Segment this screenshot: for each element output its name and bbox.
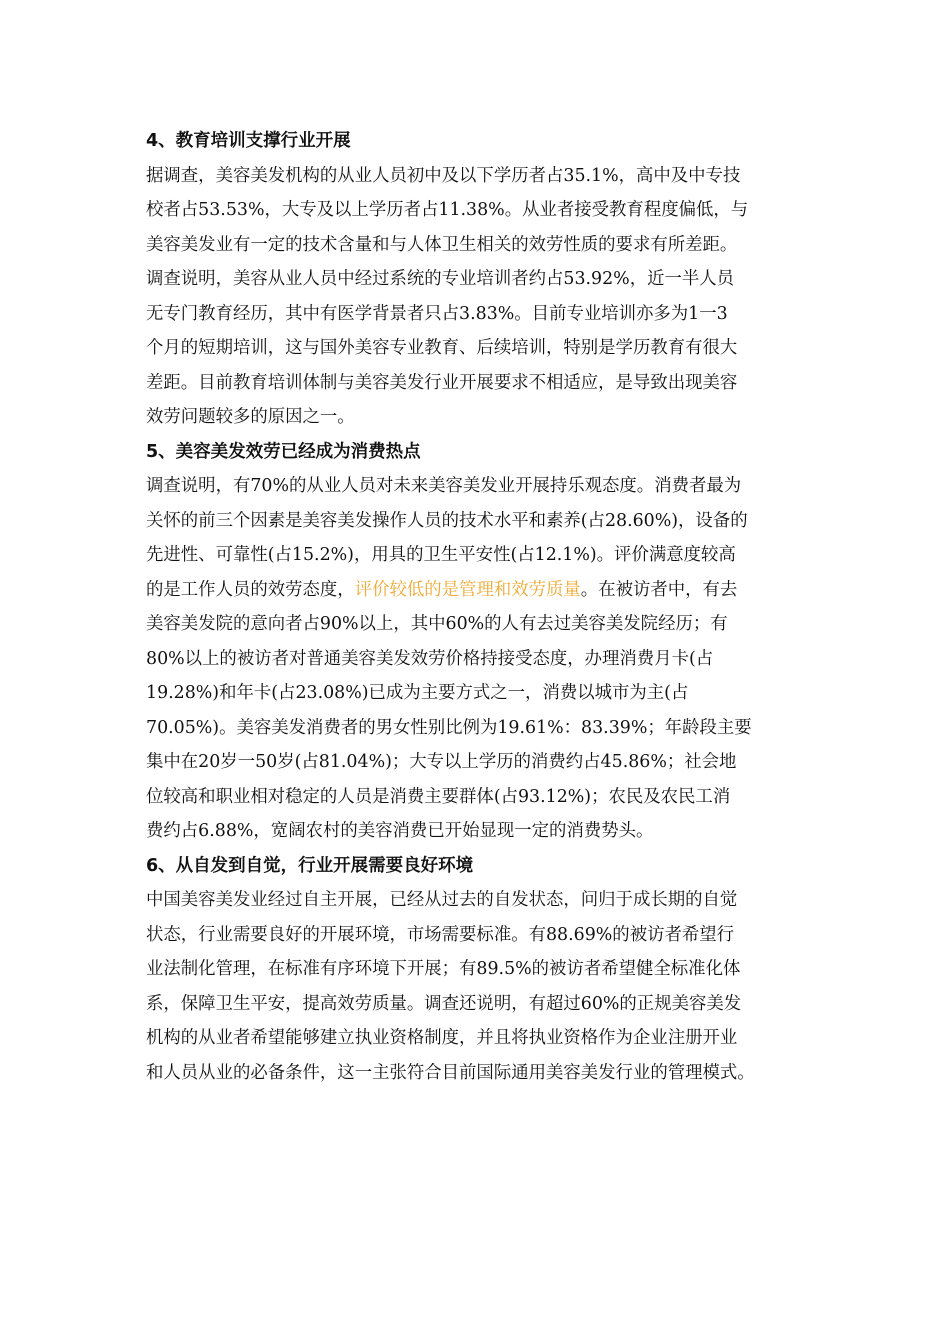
section-paragraph xyxy=(146,469,811,849)
text-line: 费约占6.88%，宽阔农村的美容消费已开始显现一定的消费势头。 xyxy=(146,821,654,841)
text-line: 中国美容美发业经过自主开展，已经从过去的自发状态，问归于成长期的自觉 xyxy=(146,890,738,910)
text-line: 集中在20岁一50岁(占81.04%)；大专以上学历的消费约占45.86%；社会地 xyxy=(146,752,737,772)
text-line: 个月的短期培训，这与国外美容专业教育、后续培训，特别是学历教育有很大 xyxy=(146,338,738,358)
text-line: 调查说明，美容从业人员中经过系统的专业培训者约占53.92%，近一半人员 xyxy=(146,269,735,289)
text-line: 先进性、可靠性(占15.2%)，用具的卫生平安性(占12.1%)。评价满意度较高 xyxy=(146,545,736,565)
text-line: 和人员从业的必备条件，这一主张符合目前国际通用美容美发行业的管理模式。 xyxy=(146,1062,755,1083)
text-line: 美容美发业有一定的技术含量和与人体卫生相关的效劳性质的要求有所差距。 xyxy=(146,234,738,255)
text-line: 状态，行业需要良好的开展环境，市场需要标准。有88.69%的被访者希望行 xyxy=(146,924,735,945)
text-line: 业法制化管理，在标准有序环境下开展；有89.5%的被访者希望健全标准化体 xyxy=(146,959,741,979)
text-line-with-highlight xyxy=(146,573,811,608)
text-line: 19.28%)和年卡(占23.08%)已成为主要方式之一，消费以城市为主(占 xyxy=(146,683,689,703)
text-line: 校者占53.53%，大专及以上学历者占11.38%。从业者接受教育程度偏低，与 xyxy=(146,200,749,220)
text-line: 据调查，美容美发机构的从业人员初中及以下学历者占35.1%，高中及中专技 xyxy=(146,165,741,186)
text-line: 70.05%)。美容美发消费者的男女性别比例为19.61%：83.39%；年龄段主要 xyxy=(146,717,752,738)
text-line: 调查说明，有70%的从业人员对未来美容美发业开展持乐观态度。消费者最为 xyxy=(146,476,742,496)
text-segment: 。在被访者中，有去 xyxy=(580,579,738,600)
text-line: 位较高和职业相对稳定的人员是消费主要群体(占93.12%)；农民及农民工消 xyxy=(146,786,731,807)
text-line: 效劳问题较多的原因之一。 xyxy=(146,407,355,427)
section-paragraph xyxy=(146,159,811,435)
document-page xyxy=(146,124,811,1090)
text-line: 系，保障卫生平安，提高效劳质量。调查还说明，有超过60%的正规美容美发 xyxy=(146,993,742,1014)
text-line: 机构的从业者希望能够建立执业资格制度，并且将执业资格作为企业注册开业 xyxy=(146,1028,738,1048)
text-line: 关怀的前三个因素是美容美发操作人员的技术水平和素养(占28.60%)，设备的 xyxy=(146,510,748,531)
text-line: 差距。目前教育培训体制与美容美发行业开展要求不相适应，是导致出现美容 xyxy=(146,372,738,393)
text-line: 80%以上的被访者对普通美容美发效劳价格持接受态度，办理消费月卡(占 xyxy=(146,648,714,669)
section-heading: 4、教育培训支撑行业开展 xyxy=(146,131,351,151)
text-segment: 的是工作人员的效劳态度， xyxy=(146,579,355,600)
section-paragraph xyxy=(146,883,811,1090)
highlighted-text: 评价较低的是管理和效劳质量 xyxy=(354,579,581,600)
section-heading: 5、美容美发效劳已经成为消费热点 xyxy=(146,441,421,462)
section-heading: 6、从自发到自觉，行业开展需要良好环境 xyxy=(146,855,474,876)
text-line: 无专门教育经历，其中有医学背景者只占3.83%。目前专业培训亦多为1一3 xyxy=(146,303,728,324)
text-line: 美容美发院的意向者占90%以上，其中60%的人有去过美容美发院经历；有 xyxy=(146,614,728,634)
